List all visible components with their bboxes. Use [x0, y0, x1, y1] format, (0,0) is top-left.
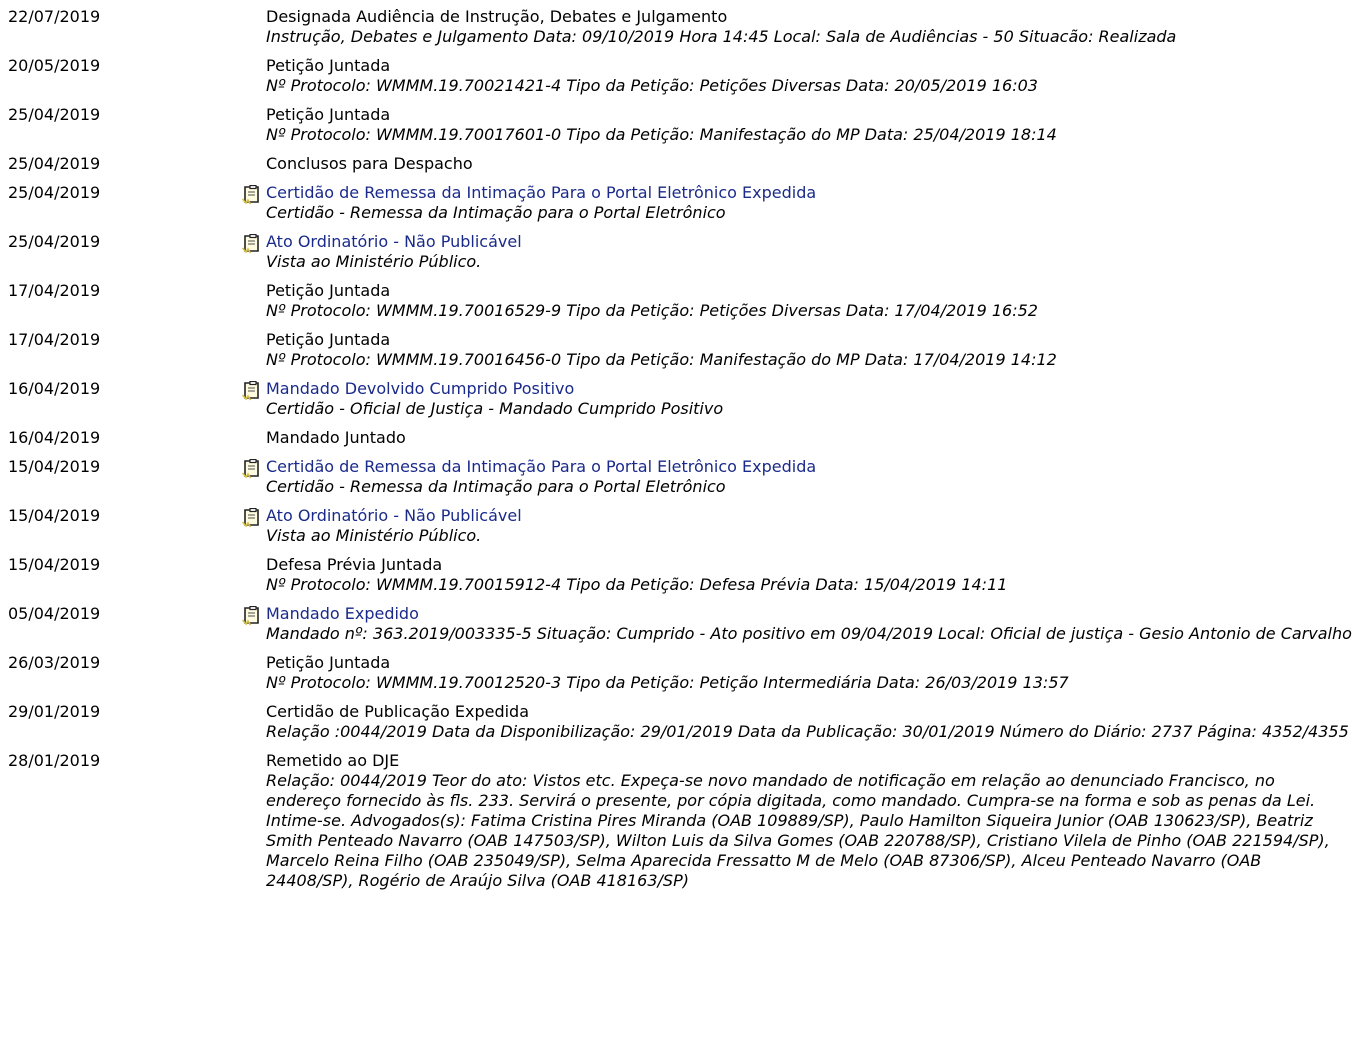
movement-description: Nº Protocolo: WMMM.19.70012520-3 Tipo da Petição: Petição Intermediária Data: 26/03/2019 13:57: [266, 673, 1069, 692]
movement-description: Nº Protocolo: WMMM.19.70017601-0 Tipo da Petição: Manifestação do MP Data: 25/04/2019 18:14: [266, 125, 1057, 144]
movement-date: 25/04/2019: [8, 232, 101, 251]
movement-date: 17/04/2019: [8, 330, 101, 349]
movement-icon-cell: [236, 428, 266, 448]
movement-body: [266, 281, 1352, 321]
movement-date: 15/04/2019: [8, 506, 101, 525]
movement-date: 20/05/2019: [8, 56, 101, 75]
movement-body: [266, 702, 1352, 742]
movement-date: 25/04/2019: [8, 105, 101, 124]
movement-icon-cell: [236, 281, 266, 301]
document-icon[interactable]: [242, 185, 262, 205]
movement-body: [266, 232, 1352, 272]
movement-title-link[interactable]: Certidão de Remessa da Intimação Para o Portal Eletrônico Expedida: [266, 457, 817, 476]
movement-description: Certidão - Remessa da Intimação para o Portal Eletrônico: [266, 203, 726, 222]
movement-description: Vista ao Ministério Público.: [266, 526, 482, 545]
movement-body: [266, 379, 1352, 419]
movement-title: Petição Juntada: [266, 56, 391, 75]
movement-body: [266, 428, 1352, 448]
movement-icon-cell: [236, 183, 266, 203]
movement-date: 26/03/2019: [8, 653, 101, 672]
movement-row: [0, 428, 1352, 448]
movement-title: Mandado Juntado: [266, 428, 406, 447]
movement-description: Nº Protocolo: WMMM.19.70015912-4 Tipo da Petição: Defesa Prévia Data: 15/04/2019 14:11: [266, 575, 1008, 594]
movement-icon-cell: [236, 702, 266, 722]
movement-description: Instrução, Debates e Julgamento Data: 09/10/2019 Hora 14:45 Local: Sala de Audiências - 50 Situacão: Realizada: [266, 27, 1177, 46]
movement-date: 22/07/2019: [8, 7, 101, 26]
movement-title: Petição Juntada: [266, 105, 391, 124]
movement-date: 28/01/2019: [8, 751, 101, 770]
movement-icon-cell: [236, 105, 266, 125]
movement-icon-cell: [236, 604, 266, 624]
movement-body: [266, 555, 1352, 595]
movement-row: [0, 232, 1352, 272]
movement-date: 05/04/2019: [8, 604, 101, 623]
movement-title-link[interactable]: Certidão de Remessa da Intimação Para o Portal Eletrônico Expedida: [266, 183, 817, 202]
movement-body: [266, 154, 1352, 174]
movement-title-link[interactable]: Mandado Expedido: [266, 604, 419, 623]
movement-row: [0, 154, 1352, 174]
movement-row: [0, 56, 1352, 96]
movement-row: [0, 702, 1352, 742]
movement-body: [266, 105, 1352, 145]
movement-row: [0, 506, 1352, 546]
movement-icon-cell: [236, 232, 266, 252]
document-icon[interactable]: [242, 234, 262, 254]
movement-icon-cell: [236, 457, 266, 477]
movement-icon-cell: [236, 751, 266, 771]
movement-body: [266, 330, 1352, 370]
document-icon[interactable]: [242, 606, 262, 626]
movements-list: [0, 7, 1352, 891]
movement-body: [266, 751, 1352, 891]
movement-body: [266, 653, 1352, 693]
movement-date: 15/04/2019: [8, 457, 101, 476]
movement-title: Defesa Prévia Juntada: [266, 555, 443, 574]
movement-icon-cell: [236, 555, 266, 575]
movement-title: Conclusos para Despacho: [266, 154, 473, 173]
movement-row: [0, 379, 1352, 419]
movement-row: [0, 653, 1352, 693]
movement-title: Petição Juntada: [266, 330, 391, 349]
document-icon[interactable]: [242, 459, 262, 479]
movement-icon-cell: [236, 379, 266, 399]
movement-body: [266, 506, 1352, 546]
movement-row: [0, 105, 1352, 145]
movement-icon-cell: [236, 653, 266, 673]
movement-date: 25/04/2019: [8, 154, 101, 173]
movement-body: [266, 56, 1352, 96]
movement-body: [266, 604, 1352, 644]
movement-icon-cell: [236, 56, 266, 76]
movement-date: 16/04/2019: [8, 428, 101, 447]
movement-icon-cell: [236, 506, 266, 526]
movement-description: Relação: 0044/2019 Teor do ato: Vistos etc. Expeça-se novo mandado de notificação em relação ao denunciado Francisco, no endereço fornecido às fls. 233. Servirá o presente, por cópia digitada, como mandado. Cumpra-se na forma e sob as penas da Lei. Intime-se. Advogados(s): Fatima Cristina Pires Miranda (OAB 109889/SP), Paulo Hamilton Siqueira Junior (OAB 130623/SP), Beatriz Smith Penteado Navarro (OAB 147503/SP), Wilton Luis da Silva Gomes (OAB 220788/SP), Cristiano Vilela de Pinho (OAB 221594/SP), Marcelo Reina Filho (OAB 235049/SP), Selma Aparecida Fressatto M de Melo (OAB 87306/SP), Alceu Penteado Navarro (OAB 24408/SP), Rogério de Araújo Silva (OAB 418163/SP): [266, 771, 1330, 890]
document-icon[interactable]: [242, 508, 262, 528]
movement-icon-cell: [236, 7, 266, 27]
movement-date: 15/04/2019: [8, 555, 101, 574]
movement-description: Vista ao Ministério Público.: [266, 252, 482, 271]
movement-description: Relação :0044/2019 Data da Disponibilização: 29/01/2019 Data da Publicação: 30/01/2019 Número do Diário: 2737 Página: 4352/4355: [266, 722, 1349, 741]
movement-description: Nº Protocolo: WMMM.19.70016456-0 Tipo da Petição: Manifestação do MP Data: 17/04/2019 14:12: [266, 350, 1057, 369]
movement-date: 16/04/2019: [8, 379, 101, 398]
movement-description: Certidão - Oficial de Justiça - Mandado Cumprido Positivo: [266, 399, 724, 418]
movement-row: [0, 555, 1352, 595]
movement-date: 25/04/2019: [8, 183, 101, 202]
movement-row: [0, 604, 1352, 644]
movement-icon-cell: [236, 154, 266, 174]
movement-row: [0, 457, 1352, 497]
movement-row: [0, 183, 1352, 223]
movement-icon-cell: [236, 330, 266, 350]
movement-row: [0, 751, 1352, 891]
movement-description: Certidão - Remessa da Intimação para o Portal Eletrônico: [266, 477, 726, 496]
movement-title: Certidão de Publicação Expedida: [266, 702, 530, 721]
movement-row: [0, 281, 1352, 321]
movement-title-link[interactable]: Ato Ordinatório - Não Publicável: [266, 232, 522, 251]
movement-title: Designada Audiência de Instrução, Debates e Julgamento: [266, 7, 728, 26]
movement-description: Nº Protocolo: WMMM.19.70016529-9 Tipo da Petição: Petições Diversas Data: 17/04/2019 16:52: [266, 301, 1038, 320]
movement-title: Remetido ao DJE: [266, 751, 400, 770]
movement-date: 17/04/2019: [8, 281, 101, 300]
movement-title: Petição Juntada: [266, 653, 391, 672]
movement-row: [0, 7, 1352, 47]
movement-body: [266, 183, 1352, 223]
movement-description: Nº Protocolo: WMMM.19.70021421-4 Tipo da Petição: Petições Diversas Data: 20/05/2019 16:03: [266, 76, 1038, 95]
movement-title-link[interactable]: Mandado Devolvido Cumprido Positivo: [266, 379, 575, 398]
movement-title: Petição Juntada: [266, 281, 391, 300]
movement-date: 29/01/2019: [8, 702, 101, 721]
movement-body: [266, 7, 1352, 47]
movement-row: [0, 330, 1352, 370]
movement-body: [266, 457, 1352, 497]
document-icon[interactable]: [242, 381, 262, 401]
movement-description: Mandado nº: 363.2019/003335-5 Situação: Cumprido - Ato positivo em 09/04/2019 Local: Oficial de justiça - Gesio Antonio de Carvalho: [266, 624, 1352, 643]
movement-title-link[interactable]: Ato Ordinatório - Não Publicável: [266, 506, 522, 525]
